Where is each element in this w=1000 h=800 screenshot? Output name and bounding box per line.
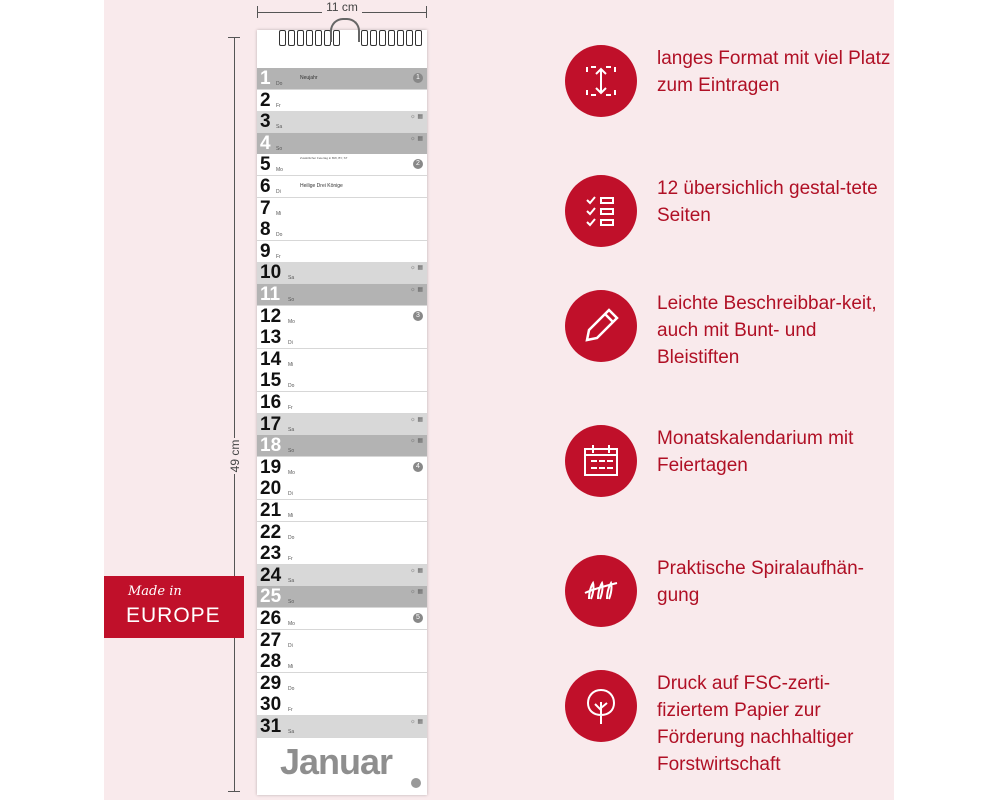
weekday-label: Fr bbox=[276, 102, 281, 109]
weekday-label: Fr bbox=[288, 556, 293, 563]
weekday-label: Do bbox=[288, 685, 295, 692]
day-row bbox=[257, 694, 427, 716]
width-label: 11 cm bbox=[322, 0, 362, 14]
day-number: 12 bbox=[260, 305, 282, 327]
weekday-label: Do bbox=[276, 232, 283, 239]
weekday-label: So bbox=[276, 145, 283, 152]
weekday-label: Mo bbox=[288, 318, 295, 325]
day-number: 18 bbox=[260, 435, 282, 457]
weather-icon: ☼ ▦ bbox=[410, 719, 423, 725]
holiday-label: Neujahr bbox=[300, 75, 318, 81]
day-row bbox=[257, 306, 427, 328]
feature-text: langes Format mit viel Platz zum Eintragen bbox=[657, 48, 891, 96]
day-number: 7 bbox=[260, 197, 271, 219]
day-number: 5 bbox=[260, 154, 271, 176]
width-dimension bbox=[257, 0, 427, 20]
day-number: 10 bbox=[260, 262, 282, 284]
height-dimension bbox=[225, 37, 245, 792]
day-row bbox=[257, 262, 427, 284]
day-row bbox=[257, 154, 427, 176]
made-in-europe-badge bbox=[104, 576, 244, 638]
weekday-label: Mi bbox=[276, 210, 282, 217]
spiral-binding bbox=[257, 18, 427, 48]
brand-logo-icon bbox=[411, 778, 421, 788]
weather-icon: ☼ ▦ bbox=[410, 567, 423, 574]
weekday-label: Fr bbox=[288, 707, 293, 714]
weather-icon: ☼ ▦ bbox=[410, 135, 423, 142]
holiday-note: Zusätzlicher Feiertag in BW, BY, ST bbox=[300, 156, 348, 161]
day-row bbox=[257, 349, 427, 371]
expand-vertical-icon bbox=[565, 45, 637, 117]
feature-text: Druck auf FSC-zerti-fiziertem Papier zur Förderung nachhaltiger Forstwirtschaft bbox=[657, 673, 854, 775]
day-number: 2 bbox=[260, 89, 271, 111]
day-row bbox=[257, 457, 427, 479]
weekday-label: Di bbox=[288, 642, 293, 649]
day-number: 22 bbox=[260, 521, 282, 543]
day-row bbox=[257, 414, 427, 436]
day-row bbox=[257, 651, 427, 673]
day-number: 17 bbox=[260, 413, 282, 435]
weekday-label: Fr bbox=[276, 253, 281, 260]
spiral-icon bbox=[565, 555, 637, 627]
weekday-label: Fr bbox=[288, 405, 293, 411]
day-row bbox=[257, 522, 427, 544]
feature-text: Praktische Spiralaufhän-gung bbox=[657, 558, 864, 606]
day-number: 25 bbox=[260, 586, 282, 608]
day-row bbox=[257, 565, 427, 587]
weather-icon: ☼ ▦ bbox=[410, 589, 423, 596]
day-row bbox=[257, 608, 427, 630]
day-row bbox=[257, 435, 427, 457]
weekday-label: Mi bbox=[288, 513, 294, 519]
badge-line-1: Made in bbox=[128, 584, 182, 599]
pencil-icon bbox=[565, 290, 637, 362]
day-number: 21 bbox=[260, 500, 282, 521]
day-number: 4 bbox=[260, 132, 271, 154]
day-row bbox=[257, 673, 427, 695]
weekday-label: Do bbox=[288, 383, 295, 390]
weekday-label: Sa bbox=[288, 577, 295, 584]
week-number-badge: 1 bbox=[413, 73, 423, 83]
feature-text: Monatskalendarium mit Feiertagen bbox=[657, 428, 854, 476]
checklist-icon bbox=[565, 175, 637, 247]
day-number: 11 bbox=[260, 284, 281, 305]
day-row bbox=[257, 219, 427, 241]
week-number-badge: 3 bbox=[413, 311, 423, 321]
weekday-label: So bbox=[288, 448, 295, 455]
weekday-label: Di bbox=[276, 189, 281, 195]
weekday-label: Sa bbox=[288, 275, 295, 282]
weekday-label: So bbox=[288, 297, 295, 303]
day-row bbox=[257, 500, 427, 522]
day-number: 6 bbox=[260, 176, 271, 197]
weekday-label: Mo bbox=[276, 167, 283, 174]
day-row bbox=[257, 586, 427, 608]
day-number: 9 bbox=[260, 240, 271, 262]
day-row bbox=[257, 370, 427, 392]
weekday-label: Do bbox=[276, 81, 283, 87]
day-row bbox=[257, 111, 427, 133]
day-row bbox=[257, 478, 427, 500]
day-number: 31 bbox=[260, 716, 282, 737]
day-row bbox=[257, 90, 427, 112]
day-row bbox=[257, 68, 427, 90]
weather-icon: ☼ ▦ bbox=[410, 416, 423, 423]
weekday-label: Di bbox=[288, 491, 293, 498]
day-number: 14 bbox=[260, 348, 282, 370]
day-row bbox=[257, 392, 427, 414]
month-title: Januar bbox=[280, 741, 393, 782]
weather-icon: ☼ ▦ bbox=[410, 438, 423, 445]
day-number: 13 bbox=[260, 327, 282, 349]
week-number-badge: 4 bbox=[413, 462, 423, 472]
day-row bbox=[257, 241, 427, 263]
weekday-label: Mi bbox=[288, 361, 294, 368]
height-label: 49 cm bbox=[228, 439, 242, 473]
day-row bbox=[257, 327, 427, 349]
feature-text: 12 übersichlich gestal-tete Seiten bbox=[657, 178, 878, 226]
day-number: 15 bbox=[260, 370, 282, 392]
day-number: 8 bbox=[260, 219, 271, 241]
day-row bbox=[257, 133, 427, 155]
day-number: 26 bbox=[260, 608, 282, 629]
day-number: 19 bbox=[260, 456, 282, 478]
calendar-icon bbox=[565, 425, 637, 497]
weekday-label: Sa bbox=[288, 729, 295, 735]
weekday-label: Di bbox=[288, 340, 293, 347]
weather-icon: ☼ ▦ bbox=[410, 114, 423, 121]
weekday-label: Sa bbox=[276, 124, 283, 131]
day-number: 3 bbox=[260, 111, 271, 133]
week-number-badge: 2 bbox=[413, 159, 423, 169]
day-number: 24 bbox=[260, 564, 282, 586]
day-number: 1 bbox=[260, 68, 271, 89]
weekday-label: Mo bbox=[288, 621, 295, 627]
day-row bbox=[257, 284, 427, 306]
day-row bbox=[257, 543, 427, 565]
day-row bbox=[257, 630, 427, 652]
weather-icon: ☼ ▦ bbox=[410, 287, 423, 293]
weekday-label: Mi bbox=[288, 664, 294, 671]
day-number: 28 bbox=[260, 651, 282, 673]
weekday-label: Mo bbox=[288, 469, 295, 476]
weather-icon: ☼ ▦ bbox=[410, 265, 423, 272]
day-number: 27 bbox=[260, 629, 282, 651]
weekday-label: So bbox=[288, 599, 295, 606]
feature-text: Leichte Beschreibbar-keit, auch mit Bunt- und Bleistiften bbox=[657, 293, 877, 368]
day-number: 30 bbox=[260, 694, 282, 716]
weekday-label: Sa bbox=[288, 426, 295, 433]
weekday-label: Do bbox=[288, 534, 295, 541]
day-row bbox=[257, 176, 427, 198]
day-number: 29 bbox=[260, 672, 282, 694]
tree-icon bbox=[565, 670, 637, 742]
badge-line-2: EUROPE bbox=[126, 604, 221, 627]
day-number: 23 bbox=[260, 543, 282, 565]
day-number: 20 bbox=[260, 478, 282, 500]
week-number-badge: 5 bbox=[413, 613, 423, 623]
day-row bbox=[257, 198, 427, 220]
hanger-hook bbox=[330, 18, 360, 42]
holiday-label: Heilige Drei Könige bbox=[300, 183, 343, 189]
day-number: 16 bbox=[260, 392, 282, 413]
day-row bbox=[257, 716, 427, 738]
